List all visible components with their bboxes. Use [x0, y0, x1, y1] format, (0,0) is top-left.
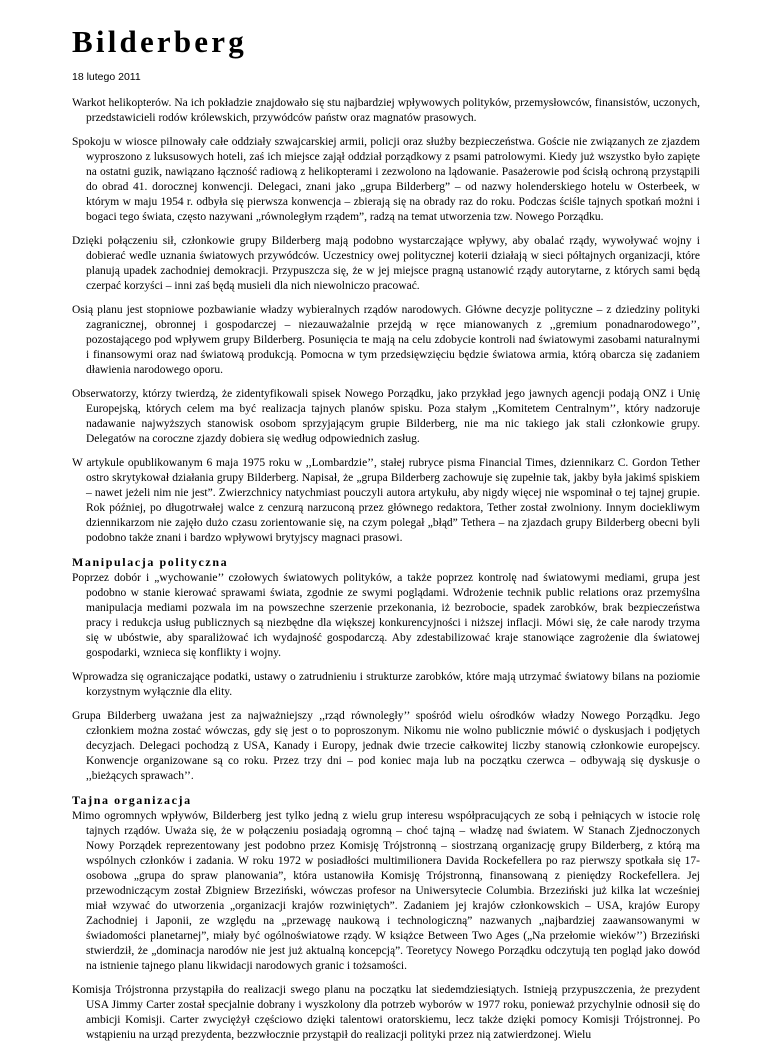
paragraph: Wprowadza się ograniczające podatki, ustawy o zatrudnieniu i strukturze zarobków, które mają utrzymać światowy bilans na poziomie korzystnym wyłącznie dla elity. [72, 671, 700, 698]
paragraph: W artykule opublikowanym 6 maja 1975 roku w ,,Lombardzie’’, stałej rubryce pisma Financial Times, dziennikarz C. Gordon Tether ostro skrytykował działania grupy Bilderberg. Napisał, że „grupa Bilderberg zachowuje się zupełnie tak, jakby była jakimś spiskiem – nawet jeżeli nim nie jest”. Zwierzchnicy natychmiast pouczyli autora artykułu, aby nigdy więcej nie wspominał o tej tajnej grupie. Rok później, po długotrwałej walce z cenzurą narzuconą przez głównego redaktora, Tether został zwolniony. Innym dociekliwym dziennikarzom nie zajęło dużo czasu zorientowanie się, na czym polegał „błąd” Tethera – na zjazdach grupy Bilderberg obecni byli podobno także znani i bardzo wpływowi brytyjscy magnaci prasowi. [72, 457, 700, 544]
paragraph: Warkot helikopterów. Na ich pokładzie znajdowało się stu najbardziej wpływowych polityków, przemysłowców, finansistów, uczonych, przedstawicieli rodów królewskich, przywódców państw oraz magnatów prasowych. [72, 97, 700, 124]
section-heading: Manipulacja polityczna [72, 555, 229, 569]
paragraph: Poprzez dobór i „wychowanie’’ czołowych światowych polityków, a także poprzez kontrolę nad światowymi mediami, grupa jest podobno w stanie kierować sprawami świata, zgodnie ze swymi poglądami. Wdrożenie technik public relations oraz przemyślna manipulacja mediami pozwala im na powszechne szerzenie przekonania, iż bezrobocie, spadek zarobków, brak bezpieczeństwa pracy i redukcja usług publicznych są niezbędne dla większej konkurencyjności i niższej inflacji. Mówi się, że całe narody trzyma się w ubóstwie, aby sparaliżować ich wydajność gospodarczą. Aby zdestabilizować kraje stanowiące zagrożenie dla światowej gospodarki, wznieca się konflikty i wojny. [72, 572, 700, 659]
section-heading: Tajna organizacja [72, 793, 192, 807]
paragraph: Mimo ogromnych wpływów, Bilderberg jest tylko jedną z wielu grup interesu współpracujących ze sobą i pełniących w istocie rolę tajnych rządów. Uważa się, że w połączeniu posiadają ogromną – choć tajną – władzę nad światem. W Stanach Zjednoczonych Nowy Porządek reprezentowany jest podobno przez Komisję Trójstronną – siostrzaną organizację grupy Bilderberg, z którą ma wspólnych członków i zadania. W roku 1972 w posiadłości multimilionera Davida Rockefellera po raz pierwszy spotkała się 17-osobowa „grupa do spraw planowania”, która ustanowiła Komisję Trójstronną, finansowaną z pieniędzy Rockefellera. Jej przewodniczącym został Zbigniew Brzeziński, wówczas profesor na Uniwersytecie Columbia. Brzeziński już kilka lat wcześniej miał wzywać do utworzenia „organizacji krajów rozwiniętych”. Zadaniem jej krajów członkowskich – USA, krajów Europy Zachodniej i Japonii, ze względu na „przewagę naukową i technologiczną” nazwanych „najbardziej zaawansowanymi w świadomości planetarnej”, miały być ogólnoświatowe rządy. W książce Between Two Ages („Na przełomie wieków’’) Brzeziński stwierdził, że „dominacja narodów nie jest już aktualną koncepcją”. Teoretycy Nowego Porządku odczytują ten pogląd jako dowód na istnienie tajnego planu likwidacji narodowych granic i tożsamości. [72, 810, 700, 972]
paragraph: Spokoju w wiosce pilnowały całe oddziały szwajcarskiej armii, policji oraz służby bezpieczeństwa. Goście nie związanych ze zjazdem wyproszono z luksusowych hoteli, zaś ich miejsce zajął oddział porządkowy z psami patrolowymi. Kiedy już wszystko było zapięte na ostatni guzik, nawiązano łączność radiową z helikopterami i zezwolono na lądowanie. Pasażerowie pod ścisłą ochroną przystąpili do obrad 41. dorocznej konwencji. Delegaci, znani jako „grupa Bilderberg” – od nazwy holenderskiego hotelu w Osterbeek, w którym w maju 1954 r. odbyła się pierwsza konwencja – zbierają się na obrady raz do roku. Podczas ściśle tajnych spotkań możni i bogaci tego świata, często nazywani „równoległym rządem”, radzą na temat utworzenia tzw. Nowego Porządku. [72, 136, 700, 223]
document-date: 18 lutego 2011 [72, 71, 141, 83]
paragraph: Dzięki połączeniu sił, członkowie grupy Bilderberg mają podobno wystarczające wpływy, aby obalać rządy, wywoływać wojny i dobierać wedle uznania światowych przywódców. Uczestnicy owej politycznej koterii działają w sieci półtajnych organizacji, które planują upadek zachodniej demokracji. Przypuszcza się, że w jej miejsce pragną ustanowić rządy autorytarne, z których sami będą czerpać korzyści – inni zaś będą musieli dla nich niewolniczo pracować. [72, 235, 700, 292]
article-body [72, 96, 700, 1052]
paragraph: Komisja Trójstronna przystąpiła do realizacji swego planu na początku lat siedemdziesiątych. Istnieją przypuszczenia, że prezydent USA Jimmy Carter został specjalnie dobrany i wyszkolony dla potrzeb wyborów w 1977 roku, ponieważ przychylnie odnosił się do ambicji Komisji. Carter zwyciężył częściowo dzięki talentowi oratorskiemu, lecz także dzięki pomocy Komisji Trójstronnej. Po wstąpieniu na urząd prezydenta, bezzwłocznie przystąpił do realizacji polityki przez nią zatwierdzonej. Wielu [72, 984, 700, 1041]
paragraph: Obserwatorzy, którzy twierdzą, że zidentyfikowali spisek Nowego Porządku, jako przykład jego jawnych agencji podają ONZ i Unię Europejską, których celem ma być realizacja tajnych planów spisku. Poza stałym ,,Komitetem Centralnym’’, który nadzoruje nadawanie najwyższych stanowisk osobom sprzyjającym grupie Bilderberg, nie ma nic takiego jak stali członkowie grupy. Delegatów na coroczne zjazdy dobiera się według odpowiednich zasług. [72, 388, 700, 445]
document-title: Bilderberg [72, 24, 247, 59]
paragraph: Grupa Bilderberg uważana jest za najważniejszy ,,rząd równoległy’’ spośród wielu ośrodków władzy Nowego Porządku. Jego członkiem można zostać wówczas, gdy się jest o to poproszonym. Nikomu nie wolno publicznie mówić o dyskusjach i podjętych decyzjach. Delegaci pochodzą z USA, Kanady i Europy, jednak dwie trzecie całkowitej liczby stanowią członkowie europejscy. Konwencje organizowane są co roku. Przez trzy dni – pod koniec maja lub na początku czerwca – odbywają się dyskusje o ,,bieżących sprawach’’. [72, 710, 700, 782]
paragraph: Osią planu jest stopniowe pozbawianie władzy wybieralnych rządów narodowych. Główne decyzje polityczne – z dziedziny polityki zagranicznej, obronnej i gospodarczej – niezauważalnie przejdą w ręce mianowanych z ,,gremium ponadnarodowego’’, pozostającego pod wpływem grupy Bilderberg. Posunięcia te mają na celu zdobycie kontroli nad światowymi zasobami naturalnymi i finansowymi oraz nad światową produkcją. Pomocna w tym przedsięwzięciu będzie światowa armia, którą obarcza się zadaniem dławienia narodowego oporu. [72, 304, 700, 376]
